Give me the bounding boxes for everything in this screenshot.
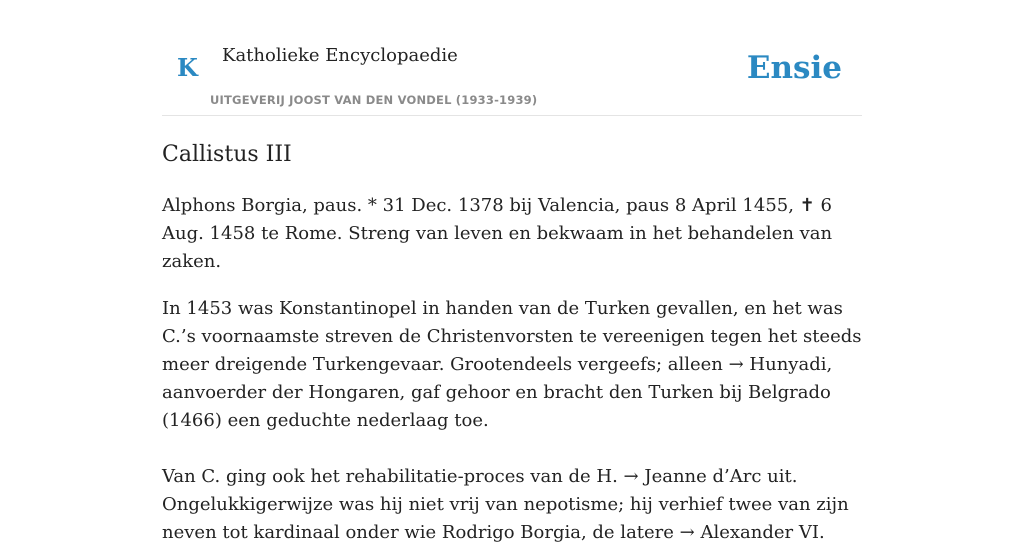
article-paragraph: Alphons Borgia, paus. * 31 Dec. 1378 bij Valencia, paus 8 April 1455, ✝ 6 Aug. 1458 te Rome. Streng van leven en bekwaam in het behandelen van zaken.	[162, 195, 833, 272]
page	[162, 0, 862, 547]
site-logo[interactable]: K	[177, 53, 198, 82]
article-paragraph: In 1453 was Konstantinopel in handen van de Turken gevallen, en het was C.’s voornaamste streven de Christenvorsten te vereenigen tegen het steeds meer dreigende Turkengevaar. Grootendeels vergeefs; alleen → Hunyadi, aanvoerder der Hongaren, gaf gehoor en bracht den Turken bij Belgrado (1466) een geduchte nederlaag toe.	[162, 298, 862, 431]
site-title[interactable]: Katholieke Encyclopaedie	[222, 45, 458, 66]
article-title: Callistus III	[162, 142, 292, 167]
article-paragraph: Van C. ging ook het rehabilitatie-proces van de H. → Jeanne d’Arc uit. Ongelukkigerwijze was hij niet vrij van nepotisme; hij verhief twee van zijn neven tot kardinaal onder wie Rodrigo Borgia, de latere → Alexander VI.	[162, 466, 849, 543]
article	[162, 141, 862, 547]
publisher-subtitle: UITGEVERIJ JOOST VAN DEN VONDEL (1933-1939)	[210, 93, 538, 107]
brand-logo-ensie[interactable]: Ensie	[746, 50, 842, 86]
site-header	[162, 0, 862, 116]
